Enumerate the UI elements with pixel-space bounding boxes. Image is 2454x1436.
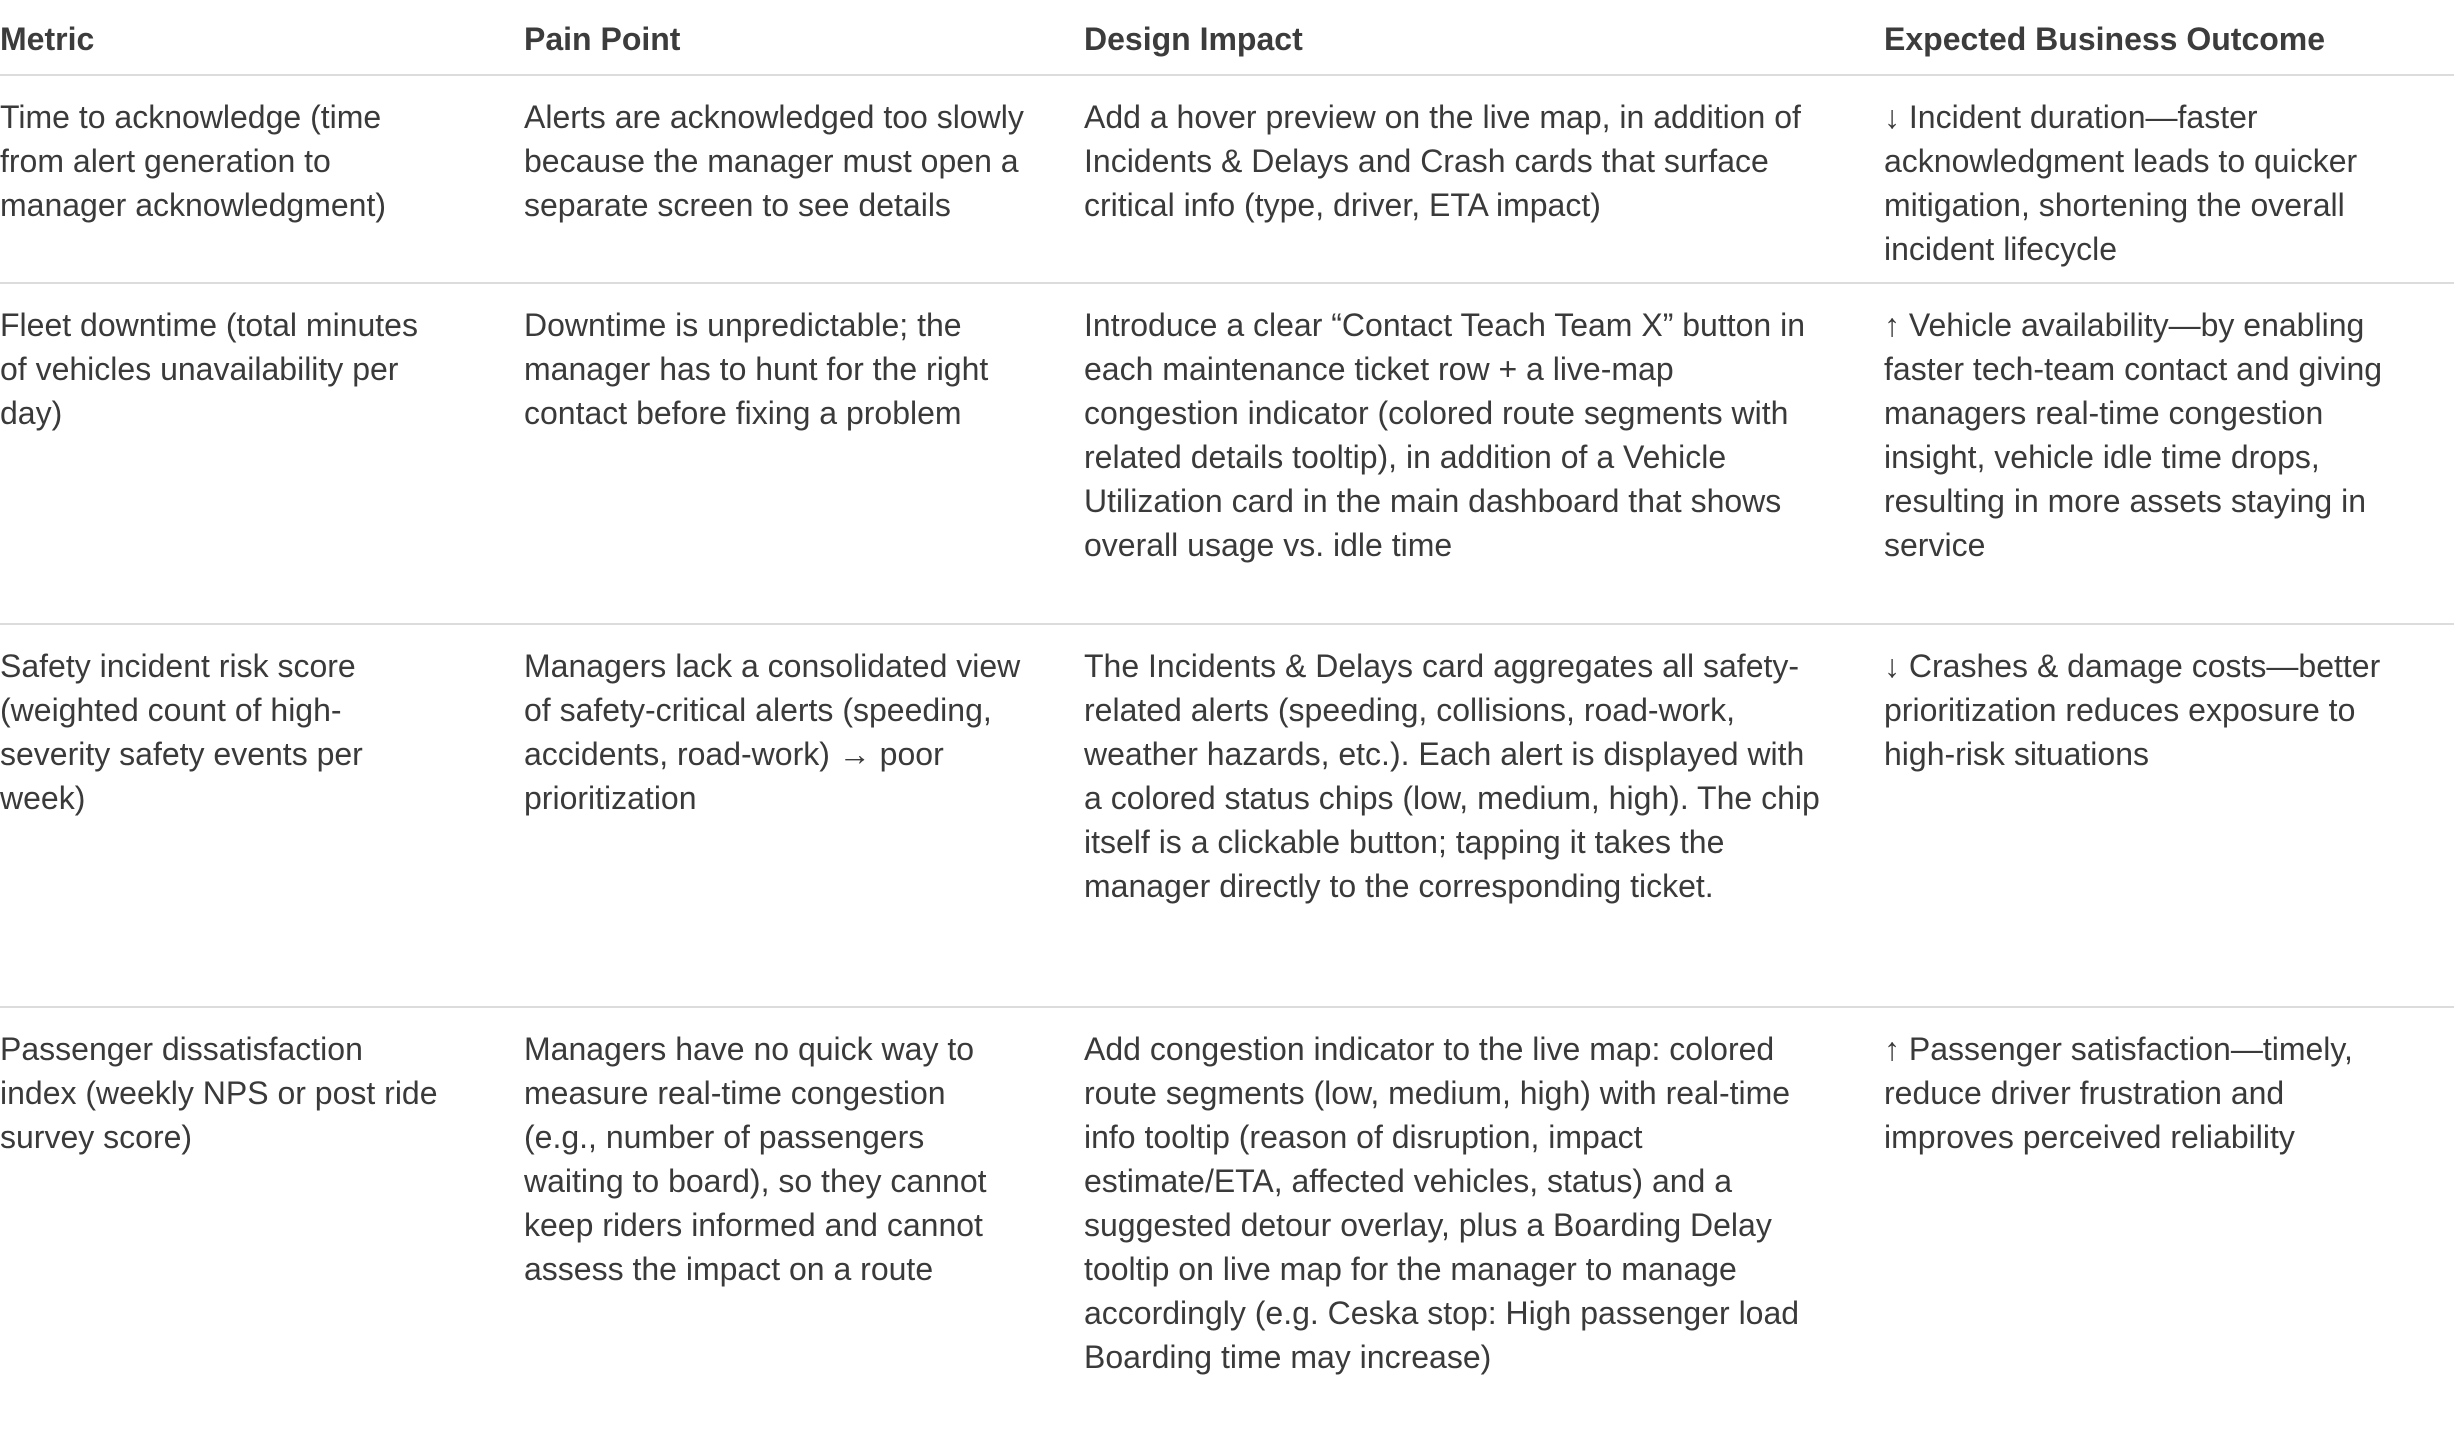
cell-outcome: ↑ Passenger satisfaction—timely, reduce driver frustration and improves perceived reliability bbox=[1884, 1031, 2353, 1155]
cell-design-impact: Introduce a clear “Contact Teach Team X” button in each maintenance ticket row + a live-map congestion indicator (colored route segments with related details tooltip), in addition of a Vehicle Utilization card in the main dashboard that shows overall usage vs. idle time bbox=[1084, 307, 1805, 563]
table-header bbox=[0, 0, 2454, 76]
cell-outcome: ↓ Incident duration—faster acknowledgment leads to quicker mitigation, shortening the overall incident lifecycle bbox=[1884, 99, 2358, 267]
header-pain-point: Pain Point bbox=[524, 21, 681, 57]
table-row bbox=[0, 1008, 2454, 1436]
cell-pain-point: Downtime is unpredictable; the manager has to hunt for the right contact before fixing a problem bbox=[524, 307, 989, 431]
table-row bbox=[0, 625, 2454, 1008]
cell-design-impact: Add congestion indicator to the live map: colored route segments (low, medium, high) with real-time info tooltip (reason of disruption, impact estimate/ETA, affected vehicles, status) and a suggested detour overlay, plus a Boarding Delay tooltip on live map for the manager to manage accordingly (e.g. Ceska stop: High passenger load Boarding time may increase) bbox=[1084, 1031, 1800, 1375]
cell-design-impact: The Incidents & Delays card aggregates all safety-related alerts (speeding, collisions, road-work, weather hazards, etc.). Each alert is displayed with a colored status chips (low, medium, high). The chip itself is a clickable button; tapping it takes the manager directly to the corresponding ticket. bbox=[1084, 648, 1820, 904]
cell-metric: Time to acknowledge (time from alert generation to manager acknowledgment) bbox=[0, 99, 386, 223]
cell-metric: Fleet downtime (total minutes of vehicles unavailability per day) bbox=[0, 307, 418, 431]
cell-pain-point: Managers lack a consolidated view of safety-critical alerts (speeding, accidents, road-work) → poor prioritization bbox=[524, 648, 1021, 816]
table-row bbox=[0, 76, 2454, 284]
header-design-impact: Design Impact bbox=[1084, 21, 1303, 57]
cell-outcome: ↓ Crashes & damage costs—better prioritization reduces exposure to high-risk situations bbox=[1884, 648, 2381, 772]
header-metric: Metric bbox=[0, 21, 95, 57]
cell-metric: Passenger dissatisfaction index (weekly NPS or post ride survey score) bbox=[0, 1031, 438, 1155]
cell-pain-point: Managers have no quick way to measure real-time congestion (e.g., number of passengers waiting to board), so they cannot keep riders informed and cannot assess the impact on a route bbox=[524, 1031, 987, 1287]
cell-pain-point: Alerts are acknowledged too slowly because the manager must open a separate screen to see details bbox=[524, 99, 1024, 223]
header-expected-business-outcome: Expected Business Outcome bbox=[1884, 21, 2326, 57]
table-row bbox=[0, 284, 2454, 625]
cell-design-impact: Add a hover preview on the live map, in addition of Incidents & Delays and Crash cards that surface critical info (type, driver, ETA impact) bbox=[1084, 99, 1801, 223]
cell-metric: Safety incident risk score (weighted count of high-severity safety events per week) bbox=[0, 648, 363, 816]
cell-outcome: ↑ Vehicle availability—by enabling faster tech-team contact and giving managers real-time congestion insight, vehicle idle time drops, resulting in more assets staying in service bbox=[1884, 307, 2383, 563]
